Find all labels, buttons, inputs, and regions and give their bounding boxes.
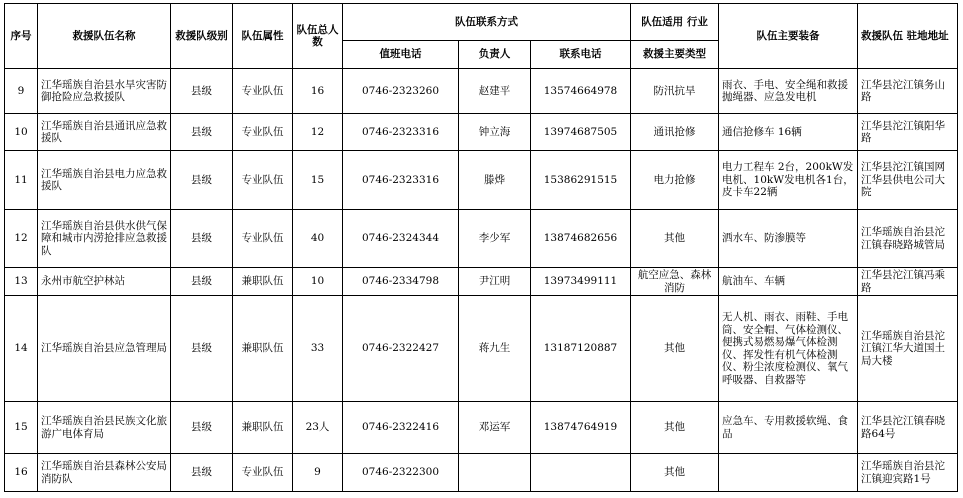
cell-equipment: 航油车、车辆 <box>719 268 858 296</box>
cell-address: 江华瑶族自治县沱江镇迎宾路1号 <box>858 454 958 492</box>
cell-seq: 15 <box>5 402 38 454</box>
cell-person: 李少军 <box>459 210 531 268</box>
cell-level: 县级 <box>171 454 233 492</box>
header-equipment: 队伍主要装备 <box>719 4 858 69</box>
cell-duty-phone: 0746-2322300 <box>343 454 459 492</box>
cell-phone: 13574664978 <box>531 69 631 114</box>
table-row <box>5 210 958 268</box>
cell-attr: 专业队伍 <box>233 454 293 492</box>
cell-total: 12 <box>293 114 343 151</box>
cell-phone: 15386291515 <box>531 151 631 210</box>
cell-level: 县级 <box>171 69 233 114</box>
cell-phone: 13973499111 <box>531 268 631 296</box>
cell-level: 县级 <box>171 268 233 296</box>
cell-type: 电力抢修 <box>631 151 719 210</box>
table-row <box>5 69 958 114</box>
cell-equipment: 电力工程车 2台，200kW发电机、10kW发电机各1台，皮卡车22辆 <box>719 151 858 210</box>
cell-seq: 12 <box>5 210 38 268</box>
cell-attr: 专业队伍 <box>233 151 293 210</box>
cell-equipment <box>719 454 858 492</box>
cell-level: 县级 <box>171 210 233 268</box>
cell-name: 江华瑶族自治县电力应急救援队 <box>38 151 171 210</box>
cell-duty-phone: 0746-2322427 <box>343 296 459 402</box>
header-level: 救援队级别 <box>171 4 233 69</box>
cell-person <box>459 454 531 492</box>
cell-level: 县级 <box>171 151 233 210</box>
table-row <box>5 114 958 151</box>
cell-seq: 11 <box>5 151 38 210</box>
cell-name: 江华瑶族自治县通讯应急救援队 <box>38 114 171 151</box>
cell-seq: 13 <box>5 268 38 296</box>
cell-person: 蒋九生 <box>459 296 531 402</box>
cell-name: 江华瑶族自治县森林公安局消防队 <box>38 454 171 492</box>
table-row <box>5 151 958 210</box>
cell-address: 江华县沱江镇国网江华县供电公司大院 <box>858 151 958 210</box>
cell-phone <box>531 454 631 492</box>
table-row <box>5 296 958 402</box>
cell-name: 江华瑶族自治县供水供气保障和城市内涝抢排应急救援队 <box>38 210 171 268</box>
cell-total: 15 <box>293 151 343 210</box>
cell-attr: 专业队伍 <box>233 69 293 114</box>
cell-address: 江华县沱江镇春晓路64号 <box>858 402 958 454</box>
header-name: 救援队伍名称 <box>38 4 171 69</box>
cell-type: 防汛抗旱 <box>631 69 719 114</box>
cell-phone: 13874682656 <box>531 210 631 268</box>
cell-type: 其他 <box>631 296 719 402</box>
cell-level: 县级 <box>171 296 233 402</box>
cell-level: 县级 <box>171 114 233 151</box>
header-rescue-type: 救援主要类型 <box>631 41 719 69</box>
cell-phone: 13974687505 <box>531 114 631 151</box>
cell-phone: 13187120887 <box>531 296 631 402</box>
cell-person: 尹江明 <box>459 268 531 296</box>
cell-equipment: 应急车、专用救援软绳、食品 <box>719 402 858 454</box>
cell-address: 江华瑶族自治县沱江镇春晓路城管局 <box>858 210 958 268</box>
cell-phone: 13874764919 <box>531 402 631 454</box>
cell-type: 其他 <box>631 454 719 492</box>
cell-name: 江华瑶族自治县水旱灾害防御抢险应急救援队 <box>38 69 171 114</box>
cell-type: 其他 <box>631 402 719 454</box>
header-person: 负责人 <box>459 41 531 69</box>
cell-duty-phone: 0746-2323316 <box>343 114 459 151</box>
header-attr: 队伍属性 <box>233 4 293 69</box>
cell-name: 永州市航空护林站 <box>38 268 171 296</box>
cell-equipment: 洒水车、防渗膜等 <box>719 210 858 268</box>
cell-person: 钟立海 <box>459 114 531 151</box>
header-seq: 序号 <box>5 4 38 69</box>
cell-total: 16 <box>293 69 343 114</box>
header-total: 队伍总人数 <box>293 4 343 69</box>
cell-total: 40 <box>293 210 343 268</box>
cell-total: 10 <box>293 268 343 296</box>
header-duty-phone: 值班电话 <box>343 41 459 69</box>
cell-seq: 9 <box>5 69 38 114</box>
cell-address: 江华县沱江镇冯乘路 <box>858 268 958 296</box>
rescue-team-table <box>4 3 958 492</box>
cell-seq: 16 <box>5 454 38 492</box>
cell-type: 通讯抢修 <box>631 114 719 151</box>
cell-address: 江华瑶族自治县沱江镇江华大道国土局大楼 <box>858 296 958 402</box>
header-phone: 联系电话 <box>531 41 631 69</box>
cell-attr: 兼职队伍 <box>233 402 293 454</box>
cell-duty-phone: 0746-2322416 <box>343 402 459 454</box>
cell-attr: 兼职队伍 <box>233 296 293 402</box>
cell-attr: 专业队伍 <box>233 210 293 268</box>
cell-seq: 10 <box>5 114 38 151</box>
cell-duty-phone: 0746-2323260 <box>343 69 459 114</box>
cell-type: 航空应急、森林消防 <box>631 268 719 296</box>
cell-duty-phone: 0746-2334798 <box>343 268 459 296</box>
cell-equipment: 雨衣、手电、安全绳和救援抛绳器、应急发电机 <box>719 69 858 114</box>
cell-duty-phone: 0746-2324344 <box>343 210 459 268</box>
cell-equipment: 无人机、雨衣、雨鞋、手电筒、安全帽、气体检测仪、便携式易燃易爆气体检测仪、挥发性有机气体检测仪、粉尘浓度检测仪、氧气呼吸器、自救器等 <box>719 296 858 402</box>
cell-seq: 14 <box>5 296 38 402</box>
cell-total: 9 <box>293 454 343 492</box>
cell-level: 县级 <box>171 402 233 454</box>
header-row-1 <box>5 4 958 41</box>
cell-type: 其他 <box>631 210 719 268</box>
cell-attr: 专业队伍 <box>233 114 293 151</box>
cell-duty-phone: 0746-2323316 <box>343 151 459 210</box>
header-industry: 队伍适用 行业 <box>631 4 719 41</box>
cell-person: 赵建平 <box>459 69 531 114</box>
cell-attr: 兼职队伍 <box>233 268 293 296</box>
cell-equipment: 通信抢修车 16辆 <box>719 114 858 151</box>
cell-name: 江华瑶族自治县应急管理局 <box>38 296 171 402</box>
table-row <box>5 454 958 492</box>
header-contact: 队伍联系方式 <box>343 4 631 41</box>
cell-total: 33 <box>293 296 343 402</box>
cell-address: 江华县沱江镇务山路 <box>858 69 958 114</box>
cell-total: 23人 <box>293 402 343 454</box>
cell-person: 邓运军 <box>459 402 531 454</box>
cell-name: 江华瑶族自治县民族文化旅游广电体育局 <box>38 402 171 454</box>
table-row <box>5 268 958 296</box>
header-address: 救援队伍 驻地地址 <box>858 4 958 69</box>
table-row <box>5 402 958 454</box>
cell-person: 滕烨 <box>459 151 531 210</box>
cell-address: 江华县沱江镇阳华路 <box>858 114 958 151</box>
